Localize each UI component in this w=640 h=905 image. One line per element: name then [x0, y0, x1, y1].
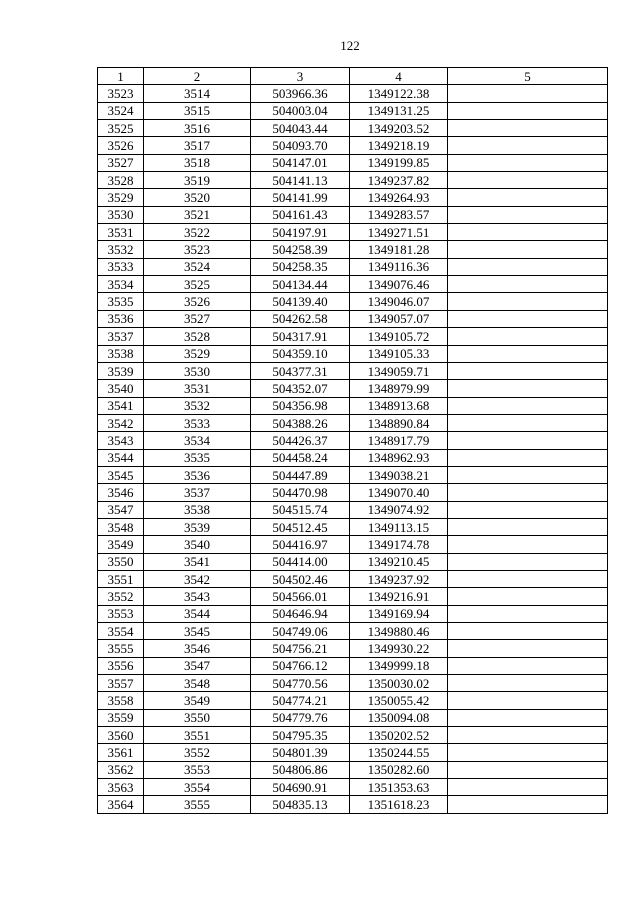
table-cell-col-3: 504377.31 — [251, 362, 350, 379]
table-cell-col-3: 504317.91 — [251, 328, 350, 345]
table-row — [98, 120, 608, 137]
table-cell-col-1: 3562 — [98, 761, 144, 778]
table-cell-col-3: 504806.86 — [251, 761, 350, 778]
table-cell-col-1: 3540 — [98, 380, 144, 397]
table-row — [98, 709, 608, 726]
table-cell-col-5 — [448, 258, 608, 275]
table-cell-col-2: 3536 — [144, 466, 251, 483]
table-cell-col-3: 504141.13 — [251, 172, 350, 189]
table-cell-col-4: 1349271.51 — [350, 224, 448, 241]
table-cell-col-4: 1349216.91 — [350, 588, 448, 605]
table-cell-col-1: 3561 — [98, 744, 144, 761]
table-cell-col-4: 1349105.33 — [350, 345, 448, 362]
table-cell-col-5 — [448, 796, 608, 813]
table-row — [98, 154, 608, 171]
coordinates-table — [97, 67, 608, 814]
table-cell-col-2: 3547 — [144, 657, 251, 674]
table-cell-col-2: 3517 — [144, 137, 251, 154]
table-cell-col-5 — [448, 154, 608, 171]
table-cell-col-5 — [448, 310, 608, 327]
table-cell-col-4: 1348890.84 — [350, 414, 448, 431]
table-cell-col-4: 1349880.46 — [350, 623, 448, 640]
table-cell-col-1: 3533 — [98, 258, 144, 275]
table-cell-col-4: 1349930.22 — [350, 640, 448, 657]
table-cell-col-2: 3549 — [144, 692, 251, 709]
table-cell-col-5 — [448, 570, 608, 587]
table-cell-col-1: 3544 — [98, 449, 144, 466]
table-cell-col-3: 504134.44 — [251, 276, 350, 293]
table-cell-col-4: 1349203.52 — [350, 120, 448, 137]
table-cell-col-5 — [448, 102, 608, 119]
table-row — [98, 675, 608, 692]
table-cell-col-5 — [448, 605, 608, 622]
table-cell-col-4: 1349059.71 — [350, 362, 448, 379]
table-cell-col-5 — [448, 380, 608, 397]
table-cell-col-3: 504749.06 — [251, 623, 350, 640]
table-cell-col-3: 504197.91 — [251, 224, 350, 241]
header-col-4: 4 — [350, 68, 448, 85]
table-row — [98, 466, 608, 483]
table-row — [98, 761, 608, 778]
table-row — [98, 241, 608, 258]
table-row — [98, 744, 608, 761]
table-cell-col-4: 1349122.38 — [350, 85, 448, 102]
table-cell-col-3: 504139.40 — [251, 293, 350, 310]
table-cell-col-4: 1350094.08 — [350, 709, 448, 726]
table-cell-col-5 — [448, 779, 608, 796]
table-cell-col-1: 3525 — [98, 120, 144, 137]
table-cell-col-5 — [448, 727, 608, 744]
table-row — [98, 380, 608, 397]
table-cell-col-1: 3539 — [98, 362, 144, 379]
table-row — [98, 657, 608, 674]
table-cell-col-5 — [448, 484, 608, 501]
table-cell-col-5 — [448, 466, 608, 483]
table-cell-col-4: 1349057.07 — [350, 310, 448, 327]
table-row — [98, 640, 608, 657]
table-cell-col-1: 3559 — [98, 709, 144, 726]
table-cell-col-4: 1349038.21 — [350, 466, 448, 483]
table-cell-col-1: 3557 — [98, 675, 144, 692]
table-cell-col-4: 1349076.46 — [350, 276, 448, 293]
table-cell-col-2: 3529 — [144, 345, 251, 362]
table-cell-col-4: 1351618.23 — [350, 796, 448, 813]
table-cell-col-2: 3550 — [144, 709, 251, 726]
table-row — [98, 553, 608, 570]
table-cell-col-1: 3551 — [98, 570, 144, 587]
table-cell-col-3: 504359.10 — [251, 345, 350, 362]
table-cell-col-4: 1348917.79 — [350, 432, 448, 449]
table-cell-col-2: 3546 — [144, 640, 251, 657]
table-cell-col-4: 1349218.19 — [350, 137, 448, 154]
table-cell-col-2: 3544 — [144, 605, 251, 622]
table-row — [98, 570, 608, 587]
table-cell-col-2: 3521 — [144, 206, 251, 223]
table-cell-col-2: 3516 — [144, 120, 251, 137]
table-cell-col-2: 3545 — [144, 623, 251, 640]
table-cell-col-1: 3527 — [98, 154, 144, 171]
table-cell-col-5 — [448, 744, 608, 761]
table-cell-col-4: 1350030.02 — [350, 675, 448, 692]
table-cell-col-3: 504795.35 — [251, 727, 350, 744]
table-cell-col-1: 3529 — [98, 189, 144, 206]
table-cell-col-5 — [448, 172, 608, 189]
header-col-3: 3 — [251, 68, 350, 85]
table-cell-col-2: 3515 — [144, 102, 251, 119]
table-cell-col-1: 3526 — [98, 137, 144, 154]
table-cell-col-2: 3534 — [144, 432, 251, 449]
table-cell-col-3: 504502.46 — [251, 570, 350, 587]
table-cell-col-2: 3527 — [144, 310, 251, 327]
table-cell-col-1: 3530 — [98, 206, 144, 223]
table-cell-col-4: 1349070.40 — [350, 484, 448, 501]
table-cell-col-1: 3564 — [98, 796, 144, 813]
table-cell-col-1: 3532 — [98, 241, 144, 258]
table-cell-col-5 — [448, 414, 608, 431]
table-cell-col-4: 1349199.85 — [350, 154, 448, 171]
table-cell-col-5 — [448, 432, 608, 449]
table-cell-col-2: 3526 — [144, 293, 251, 310]
table-row — [98, 779, 608, 796]
table-cell-col-4: 1348962.93 — [350, 449, 448, 466]
table-cell-col-2: 3519 — [144, 172, 251, 189]
table-cell-col-5 — [448, 276, 608, 293]
table-cell-col-3: 504416.97 — [251, 536, 350, 553]
table-cell-col-1: 3550 — [98, 553, 144, 570]
table-cell-col-5 — [448, 120, 608, 137]
table-cell-col-1: 3536 — [98, 310, 144, 327]
header-col-2: 2 — [144, 68, 251, 85]
table-cell-col-4: 1351353.63 — [350, 779, 448, 796]
table-cell-col-4: 1349264.93 — [350, 189, 448, 206]
table-cell-col-5 — [448, 224, 608, 241]
table-cell-col-2: 3514 — [144, 85, 251, 102]
table-cell-col-2: 3525 — [144, 276, 251, 293]
table-cell-col-3: 504515.74 — [251, 501, 350, 518]
table-cell-col-3: 504801.39 — [251, 744, 350, 761]
table-cell-col-1: 3552 — [98, 588, 144, 605]
table-cell-col-5 — [448, 536, 608, 553]
table-cell-col-1: 3523 — [98, 85, 144, 102]
table-cell-col-2: 3530 — [144, 362, 251, 379]
table-cell-col-2: 3535 — [144, 449, 251, 466]
table-cell-col-2: 3518 — [144, 154, 251, 171]
table-cell-col-1: 3549 — [98, 536, 144, 553]
table-cell-col-5 — [448, 293, 608, 310]
table-cell-col-1: 3531 — [98, 224, 144, 241]
table-cell-col-1: 3537 — [98, 328, 144, 345]
table-cell-col-3: 504262.58 — [251, 310, 350, 327]
page-number: 122 — [340, 38, 360, 53]
table-cell-col-3: 504770.56 — [251, 675, 350, 692]
table-cell-col-1: 3553 — [98, 605, 144, 622]
table-cell-col-5 — [448, 189, 608, 206]
table-cell-col-5 — [448, 501, 608, 518]
table-cell-col-3: 504093.70 — [251, 137, 350, 154]
table-cell-col-4: 1349169.94 — [350, 605, 448, 622]
table-cell-col-3: 504356.98 — [251, 397, 350, 414]
table-cell-col-4: 1349046.07 — [350, 293, 448, 310]
table-cell-col-1: 3546 — [98, 484, 144, 501]
table-row — [98, 362, 608, 379]
table-cell-col-2: 3533 — [144, 414, 251, 431]
table-cell-col-2: 3543 — [144, 588, 251, 605]
table-cell-col-1: 3554 — [98, 623, 144, 640]
table-cell-col-1: 3528 — [98, 172, 144, 189]
table-body — [98, 85, 608, 813]
table-cell-col-4: 1349174.78 — [350, 536, 448, 553]
table-cell-col-5 — [448, 362, 608, 379]
table-row — [98, 224, 608, 241]
header-col-1: 1 — [98, 68, 144, 85]
table-cell-col-5 — [448, 345, 608, 362]
table-cell-col-3: 504447.89 — [251, 466, 350, 483]
table-cell-col-4: 1349113.15 — [350, 518, 448, 535]
table-cell-col-5 — [448, 518, 608, 535]
table-row — [98, 172, 608, 189]
table-cell-col-3: 504774.21 — [251, 692, 350, 709]
table-row — [98, 727, 608, 744]
table-cell-col-5 — [448, 761, 608, 778]
table-cell-col-5 — [448, 397, 608, 414]
table-cell-col-5 — [448, 241, 608, 258]
table-cell-col-3: 504003.04 — [251, 102, 350, 119]
table-cell-col-2: 3552 — [144, 744, 251, 761]
header-col-5: 5 — [448, 68, 608, 85]
table-cell-col-2: 3524 — [144, 258, 251, 275]
table-cell-col-5 — [448, 206, 608, 223]
table-cell-col-4: 1348979.99 — [350, 380, 448, 397]
table-cell-col-3: 504043.44 — [251, 120, 350, 137]
table-row — [98, 137, 608, 154]
table-cell-col-1: 3563 — [98, 779, 144, 796]
table-cell-col-4: 1350202.52 — [350, 727, 448, 744]
table-row — [98, 518, 608, 535]
table-cell-col-4: 1349105.72 — [350, 328, 448, 345]
table-cell-col-1: 3543 — [98, 432, 144, 449]
table-cell-col-2: 3555 — [144, 796, 251, 813]
table-cell-col-1: 3524 — [98, 102, 144, 119]
table-row — [98, 692, 608, 709]
table-cell-col-1: 3547 — [98, 501, 144, 518]
table-cell-col-3: 504458.24 — [251, 449, 350, 466]
table-cell-col-4: 1350282.60 — [350, 761, 448, 778]
table-row — [98, 536, 608, 553]
table-cell-col-3: 504426.37 — [251, 432, 350, 449]
table-cell-col-2: 3532 — [144, 397, 251, 414]
table-cell-col-1: 3548 — [98, 518, 144, 535]
table-cell-col-2: 3554 — [144, 779, 251, 796]
table-row — [98, 501, 608, 518]
table-cell-col-5 — [448, 137, 608, 154]
table-cell-col-4: 1349131.25 — [350, 102, 448, 119]
table-cell-col-2: 3523 — [144, 241, 251, 258]
table-row — [98, 345, 608, 362]
table-cell-col-3: 504690.91 — [251, 779, 350, 796]
table-row — [98, 276, 608, 293]
table-cell-col-1: 3555 — [98, 640, 144, 657]
table-cell-col-2: 3538 — [144, 501, 251, 518]
table-cell-col-3: 504512.45 — [251, 518, 350, 535]
table-row — [98, 432, 608, 449]
table-row — [98, 605, 608, 622]
table-row — [98, 310, 608, 327]
table-cell-col-2: 3539 — [144, 518, 251, 535]
table-row — [98, 449, 608, 466]
table-cell-col-1: 3556 — [98, 657, 144, 674]
table-row — [98, 189, 608, 206]
table-cell-col-4: 1349237.82 — [350, 172, 448, 189]
table-cell-col-5 — [448, 449, 608, 466]
table-cell-col-3: 504646.94 — [251, 605, 350, 622]
table-cell-col-3: 504835.13 — [251, 796, 350, 813]
table-row — [98, 85, 608, 102]
table-cell-col-3: 504388.26 — [251, 414, 350, 431]
table-cell-col-4: 1350244.55 — [350, 744, 448, 761]
table-row — [98, 258, 608, 275]
header-row — [98, 68, 608, 85]
table-row — [98, 484, 608, 501]
table-cell-col-3: 504352.07 — [251, 380, 350, 397]
table-cell-col-2: 3548 — [144, 675, 251, 692]
table-cell-col-5 — [448, 623, 608, 640]
table-cell-col-1: 3534 — [98, 276, 144, 293]
table-cell-col-3: 504161.43 — [251, 206, 350, 223]
table-cell-col-4: 1349283.57 — [350, 206, 448, 223]
table-cell-col-1: 3541 — [98, 397, 144, 414]
table-cell-col-3: 504756.21 — [251, 640, 350, 657]
table-cell-col-2: 3531 — [144, 380, 251, 397]
table-cell-col-1: 3538 — [98, 345, 144, 362]
table-row — [98, 293, 608, 310]
table-cell-col-4: 1349074.92 — [350, 501, 448, 518]
table-cell-col-3: 504470.98 — [251, 484, 350, 501]
table-cell-col-2: 3553 — [144, 761, 251, 778]
table-cell-col-2: 3520 — [144, 189, 251, 206]
table-cell-col-4: 1349237.92 — [350, 570, 448, 587]
table-cell-col-4: 1348913.68 — [350, 397, 448, 414]
table-cell-col-1: 3558 — [98, 692, 144, 709]
table-row — [98, 397, 608, 414]
table-cell-col-4: 1349210.45 — [350, 553, 448, 570]
table-cell-col-2: 3522 — [144, 224, 251, 241]
table-cell-col-1: 3535 — [98, 293, 144, 310]
table-cell-col-4: 1350055.42 — [350, 692, 448, 709]
table-cell-col-3: 504258.39 — [251, 241, 350, 258]
table-row — [98, 414, 608, 431]
table-cell-col-3: 504766.12 — [251, 657, 350, 674]
table-cell-col-5 — [448, 328, 608, 345]
table-cell-col-5 — [448, 709, 608, 726]
table-cell-col-5 — [448, 675, 608, 692]
table-cell-col-3: 504258.35 — [251, 258, 350, 275]
table-cell-col-1: 3542 — [98, 414, 144, 431]
table-cell-col-4: 1349999.18 — [350, 657, 448, 674]
table-cell-col-5 — [448, 85, 608, 102]
table-cell-col-3: 504566.01 — [251, 588, 350, 605]
table-cell-col-5 — [448, 657, 608, 674]
table-cell-col-2: 3541 — [144, 553, 251, 570]
table-row — [98, 206, 608, 223]
table-cell-col-5 — [448, 553, 608, 570]
table-cell-col-4: 1349181.28 — [350, 241, 448, 258]
table-row — [98, 588, 608, 605]
table-row — [98, 102, 608, 119]
table-cell-col-5 — [448, 692, 608, 709]
table-cell-col-3: 504414.00 — [251, 553, 350, 570]
table-cell-col-2: 3528 — [144, 328, 251, 345]
table-row — [98, 796, 608, 813]
table-cell-col-2: 3551 — [144, 727, 251, 744]
table-cell-col-3: 503966.36 — [251, 85, 350, 102]
table-cell-col-3: 504779.76 — [251, 709, 350, 726]
table-cell-col-2: 3540 — [144, 536, 251, 553]
table-cell-col-3: 504141.99 — [251, 189, 350, 206]
table-cell-col-2: 3542 — [144, 570, 251, 587]
table-row — [98, 623, 608, 640]
table-cell-col-3: 504147.01 — [251, 154, 350, 171]
table-cell-col-4: 1349116.36 — [350, 258, 448, 275]
table-cell-col-2: 3537 — [144, 484, 251, 501]
table-cell-col-5 — [448, 588, 608, 605]
table-cell-col-5 — [448, 640, 608, 657]
table-cell-col-1: 3560 — [98, 727, 144, 744]
table-row — [98, 328, 608, 345]
table-cell-col-1: 3545 — [98, 466, 144, 483]
